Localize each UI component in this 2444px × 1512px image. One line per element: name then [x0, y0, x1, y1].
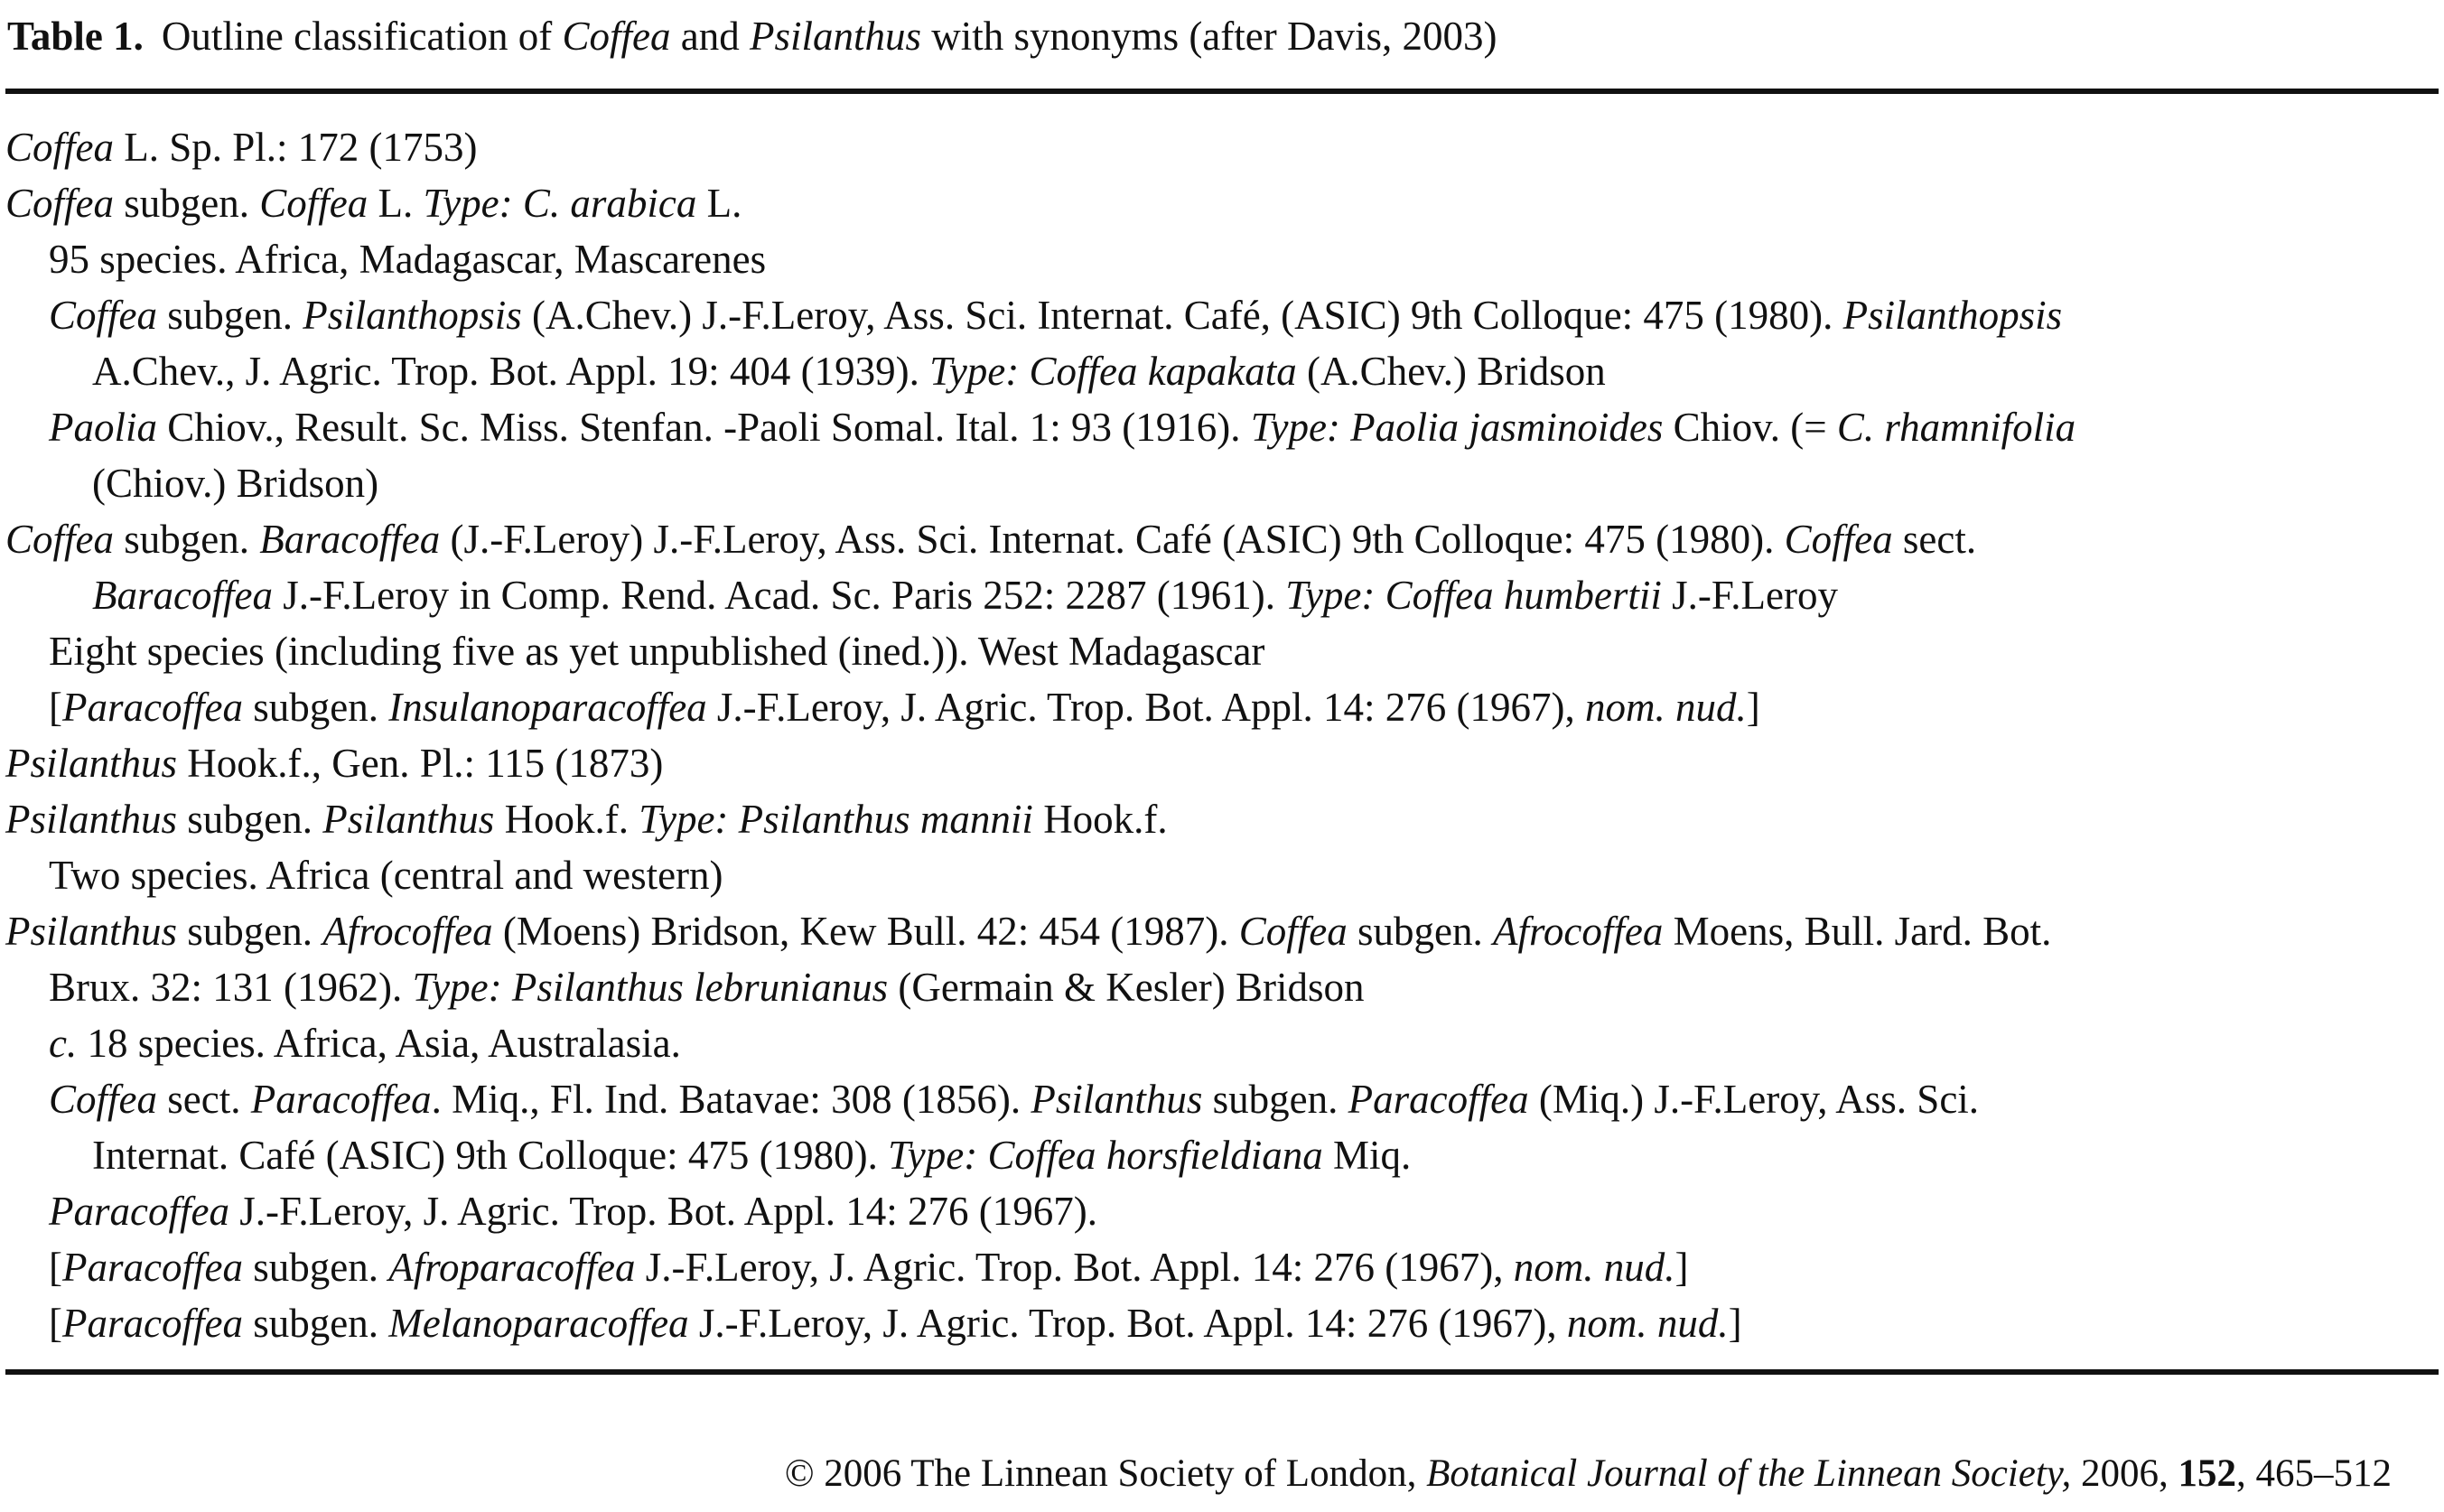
italic-text: Psilanthus	[1031, 1077, 1203, 1122]
classification-line	[5, 847, 2437, 903]
line-text: subgen.	[242, 1301, 389, 1346]
line-text: Hook.f.	[494, 797, 639, 842]
classification-line	[5, 119, 2437, 175]
line-text: Eight species (including five as yet unpublished (ined.)). West Madagascar	[49, 629, 1265, 674]
line-text: Chiov., Result. Sc. Miss. Stenfan. -Paoli Somal. Ital. 1: 93 (1916).	[157, 405, 1251, 450]
line-text: J.-F.Leroy	[1661, 573, 1838, 618]
footer-copyright: © 2006 The Linnean Society of London,	[784, 1452, 1427, 1495]
line-text: subgen.	[1347, 909, 1494, 954]
classification-line	[5, 175, 2437, 231]
classification-line	[5, 455, 2437, 511]
top-rule	[5, 89, 2439, 94]
italic-text: Paracoffea	[62, 1245, 243, 1290]
line-text: (A.Chev.) Bridson	[1296, 349, 1606, 394]
line-text: Internat. Café (ASIC) 9th Colloque: 475 (1980).	[92, 1133, 889, 1178]
italic-text: Type: Coffea kapakata	[929, 349, 1297, 394]
caption-text	[162, 14, 1497, 59]
italic-text: Psilanthus	[5, 797, 178, 842]
line-text: . Miq., Fl. Ind. Batavae: 308 (1856).	[431, 1077, 1031, 1122]
italic-text: Coffea	[5, 517, 114, 562]
caption-segment: with synonyms (after Davis, 2003)	[921, 14, 1497, 59]
line-text: subgen.	[157, 293, 303, 338]
line-text: ]	[1746, 685, 1760, 730]
line-text: [	[49, 1301, 62, 1346]
footer-pages: , 465–512	[2236, 1452, 2392, 1495]
line-text: Hook.f., Gen. Pl.: 115 (1873)	[177, 741, 664, 786]
italic-text: Coffea	[49, 293, 157, 338]
line-text: subgen.	[1202, 1077, 1348, 1122]
italic-text: Type: Coffea horsfieldiana	[888, 1133, 1323, 1178]
italic-text: Psilanthopsis	[303, 293, 522, 338]
line-text: Hook.f.	[1032, 797, 1168, 842]
line-text: J.-F.Leroy in Comp. Rend. Acad. Sc. Paris 252: 2287 (1961).	[272, 573, 1286, 618]
line-text: subgen.	[114, 517, 260, 562]
line-text: (J.-F.Leroy) J.-F.Leroy, Ass. Sci. Internat. Café (ASIC) 9th Colloque: 475 (1980).	[440, 517, 1785, 562]
italic-text: Baracoffea	[259, 517, 441, 562]
italic-text: Type: Psilanthus lebrunianus	[412, 965, 889, 1010]
italic-text: Paracoffea	[62, 1301, 243, 1346]
footer-volume: 152	[2178, 1452, 2236, 1495]
italic-text: Coffea	[1238, 909, 1348, 954]
line-text: Two species. Africa (central and western)	[49, 853, 723, 898]
classification-line	[5, 1071, 2437, 1127]
line-text: subgen.	[177, 797, 323, 842]
classification-line	[5, 735, 2437, 791]
line-text: J.-F.Leroy, J. Agric. Trop. Bot. Appl. 14: 276 (1967),	[688, 1301, 1567, 1346]
line-text: Brux. 32: 131 (1962).	[49, 965, 413, 1010]
italic-text: Coffea	[5, 181, 114, 226]
classification-line	[5, 1295, 2437, 1351]
italic-text: nom. nud.	[1513, 1245, 1675, 1290]
footer-journal: Botanical Journal of the Linnean Society,	[1426, 1452, 2072, 1495]
italic-text: c.	[49, 1021, 78, 1066]
classification-line	[5, 1183, 2437, 1239]
line-text: subgen.	[242, 1245, 389, 1290]
classification-line	[5, 1127, 2437, 1183]
caption-segment: Psilanthus	[750, 14, 922, 59]
line-text: (Chiov.) Bridson)	[92, 461, 379, 506]
italic-text: Coffea	[259, 181, 368, 226]
bottom-rule	[5, 1369, 2439, 1375]
italic-text: Coffea	[5, 125, 114, 170]
caption-segment: Outline classification of	[161, 14, 563, 59]
italic-text: nom. nud.	[1566, 1301, 1729, 1346]
line-text: subgen.	[114, 181, 260, 226]
line-text: L. Sp. Pl.: 172 (1753)	[114, 125, 478, 170]
classification-line	[5, 791, 2437, 847]
line-text: [	[49, 685, 62, 730]
line-text: Moens, Bull. Jard. Bot.	[1663, 909, 2052, 954]
line-text: (Moens) Bridson, Kew Bull. 42: 454 (1987).	[492, 909, 1239, 954]
italic-text: Afrocoffea	[322, 909, 493, 954]
italic-text: Paracoffea	[1348, 1077, 1529, 1122]
classification-list	[5, 119, 2437, 1351]
classification-line	[5, 623, 2437, 679]
italic-text: Type: Paolia jasminoides	[1250, 405, 1664, 450]
line-text: (Miq.) J.-F.Leroy, Ass. Sci.	[1528, 1077, 1980, 1122]
line-text: [	[49, 1245, 62, 1290]
classification-line	[5, 287, 2437, 343]
footer-year: 2006,	[2071, 1452, 2178, 1495]
classification-line	[5, 1239, 2437, 1295]
classification-line	[5, 231, 2437, 287]
line-text: (A.Chev.) J.-F.Leroy, Ass. Sci. Internat. Café, (ASIC) 9th Colloque: 475 (1980).	[521, 293, 1843, 338]
line-text: 18 species. Africa, Asia, Australasia.	[77, 1021, 681, 1066]
italic-text: Afrocoffea	[1493, 909, 1664, 954]
classification-line	[5, 903, 2437, 959]
classification-line	[5, 959, 2437, 1015]
line-text: subgen.	[177, 909, 323, 954]
line-text: L.	[696, 181, 742, 226]
line-text: A.Chev., J. Agric. Trop. Bot. Appl. 19: 404 (1939).	[92, 349, 930, 394]
line-text: sect.	[1892, 517, 1977, 562]
line-text: ]	[1728, 1301, 1742, 1346]
line-text: ]	[1674, 1245, 1689, 1290]
classification-line	[5, 511, 2437, 567]
italic-text: Baracoffea	[92, 573, 273, 618]
italic-text: Paracoffea	[49, 1189, 229, 1234]
italic-text: Paracoffea	[62, 685, 243, 730]
italic-text: Type: Coffea humbertii	[1285, 573, 1662, 618]
italic-text: C. rhamnifolia	[1836, 405, 2076, 450]
italic-text: Psilanthopsis	[1842, 293, 2063, 338]
line-text: L.	[368, 181, 424, 226]
italic-text: nom. nud.	[1584, 685, 1747, 730]
line-text: J.-F.Leroy, J. Agric. Trop. Bot. Appl. 14: 276 (1967),	[706, 685, 1585, 730]
table-caption	[7, 7, 2437, 65]
line-text: J.-F.Leroy, J. Agric. Trop. Bot. Appl. 14: 276 (1967),	[635, 1245, 1514, 1290]
italic-text: Insulanoparacoffea	[388, 685, 707, 730]
classification-line	[5, 567, 2437, 623]
italic-text: Melanoparacoffea	[388, 1301, 689, 1346]
caption-segment: Coffea	[562, 14, 671, 59]
italic-text: Coffea	[1784, 517, 1893, 562]
italic-text: Paracoffea	[250, 1077, 432, 1122]
line-text: (Germain & Kesler) Bridson	[888, 965, 1365, 1010]
italic-text: Afroparacoffea	[388, 1245, 636, 1290]
table-number: Table 1.	[7, 14, 144, 59]
italic-text: Type: C. arabica	[423, 181, 697, 226]
copyright-footer	[785, 1447, 2392, 1501]
italic-text: Psilanthus	[5, 909, 178, 954]
line-text: Chiov. (=	[1663, 405, 1837, 450]
caption-segment: and	[670, 14, 751, 59]
italic-text: Psilanthus	[322, 797, 495, 842]
italic-text: Paolia	[49, 405, 157, 450]
italic-text: Type: Psilanthus mannii	[639, 797, 1033, 842]
italic-text: Coffea	[49, 1077, 157, 1122]
line-text: J.-F.Leroy, J. Agric. Trop. Bot. Appl. 14: 276 (1967).	[229, 1189, 1097, 1234]
classification-line	[5, 679, 2437, 735]
line-text: 95 species. Africa, Madagascar, Mascarenes	[49, 237, 767, 282]
line-text: subgen.	[242, 685, 389, 730]
classification-line	[5, 399, 2437, 455]
classification-line	[5, 1015, 2437, 1071]
classification-line	[5, 343, 2437, 399]
line-text: sect.	[157, 1077, 251, 1122]
italic-text: Psilanthus	[5, 741, 178, 786]
line-text: Miq.	[1322, 1133, 1412, 1178]
